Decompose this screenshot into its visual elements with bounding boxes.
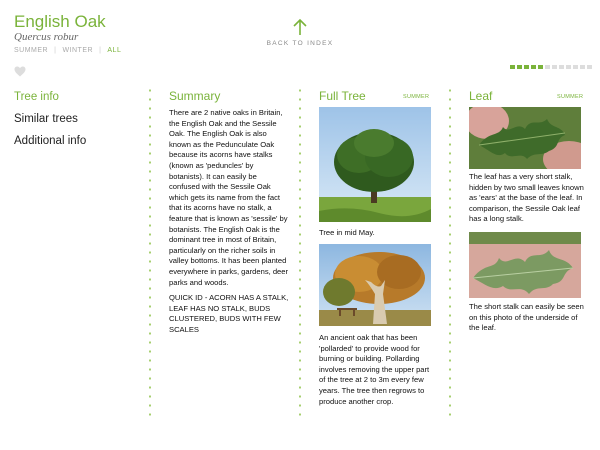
season-summary[interactable]: SUMMER bbox=[14, 47, 49, 54]
summary-heading: Summary bbox=[169, 89, 221, 103]
nav-similar-trees[interactable]: Similar trees bbox=[14, 113, 78, 125]
latin-name: Quercus robur bbox=[14, 31, 79, 43]
tree-title: English Oak bbox=[14, 12, 106, 31]
nav-additional-info[interactable]: Additional info bbox=[14, 135, 87, 147]
page-dot[interactable] bbox=[531, 65, 536, 69]
leaf-heading: Leaf bbox=[469, 89, 493, 103]
page-indicator bbox=[510, 65, 592, 69]
full-tree-season: SUMMER bbox=[403, 94, 430, 100]
page-dot[interactable] bbox=[510, 65, 515, 69]
full-tree-heading: Full Tree bbox=[319, 89, 366, 103]
full-tree-caption-1: Tree in mid May. bbox=[319, 228, 375, 237]
divider: | bbox=[99, 47, 102, 54]
quick-id-text: QUICK ID - ACORN HAS A STALK, LEAF HAS NO STALK, BUDS CLUSTERED, BUDS WITH FEW SCALES bbox=[169, 293, 289, 334]
page-dot[interactable] bbox=[566, 65, 571, 69]
page-dot[interactable] bbox=[559, 65, 564, 69]
season-all[interactable]: ALL bbox=[107, 47, 122, 54]
nav-tree-info[interactable]: Tree info bbox=[14, 91, 59, 103]
heart-icon[interactable] bbox=[14, 66, 26, 77]
page-dot[interactable] bbox=[524, 65, 529, 69]
leaf-photo-top[interactable] bbox=[469, 107, 581, 169]
pollarded-oak-photo[interactable] bbox=[319, 244, 431, 326]
summary-text: There are 2 native oaks in Britain, the English Oak and the Sessile Oak. The English Oak is also known as the Pedunculate Oak because its acorns have stalks (known as 'peduncles' by botanists). It can easily be confused with the Sessile Oak which gets its name from the fact that its acorns have no stalk, a feature that is known as 'sessile' by botanists. The English Oak is the dominant tree in most of Britain, particularly on the richer soils in valley bottoms. It has been planted everywhere in parks, gardens, deer parks and woods. bbox=[169, 108, 289, 287]
season-filter bbox=[14, 47, 121, 54]
tree-photo-may[interactable] bbox=[319, 107, 431, 222]
column-divider bbox=[299, 86, 301, 416]
page-dot[interactable] bbox=[573, 65, 578, 69]
season-winter[interactable]: WINTER bbox=[62, 47, 94, 54]
back-to-index-button[interactable] bbox=[262, 18, 338, 47]
page-dot[interactable] bbox=[580, 65, 585, 69]
full-tree-caption-2: An ancient oak that has been 'pollarded' to provide wood for burning or building. Pollarding involves removing the upper part of the tree at 2 to 3m every few years. The tree then regrows to produce another crop. bbox=[319, 333, 430, 406]
page-dot[interactable] bbox=[538, 65, 543, 69]
sidebar-nav bbox=[14, 91, 86, 157]
page-dot[interactable] bbox=[545, 65, 550, 69]
leaf-photo-underside[interactable] bbox=[469, 232, 581, 298]
page-dot[interactable] bbox=[552, 65, 557, 69]
leaf-caption-1: The leaf has a very short stalk, hidden by two small leaves known as 'ears' at the base of the leaf. In comparison, the Sessile Oak leaf has a long stalk. bbox=[469, 172, 584, 224]
column-divider bbox=[149, 86, 151, 416]
column-divider bbox=[449, 86, 451, 416]
back-label: BACK TO INDEX bbox=[266, 40, 334, 47]
leaf-season: SUMMER bbox=[557, 94, 584, 100]
arrow-up-icon bbox=[292, 18, 308, 36]
divider: | bbox=[54, 47, 57, 54]
page-dot[interactable] bbox=[587, 65, 592, 69]
page-dot[interactable] bbox=[517, 65, 522, 69]
leaf-caption-2: The short stalk can easily be seen on this photo of the underside of the leaf. bbox=[469, 302, 584, 333]
